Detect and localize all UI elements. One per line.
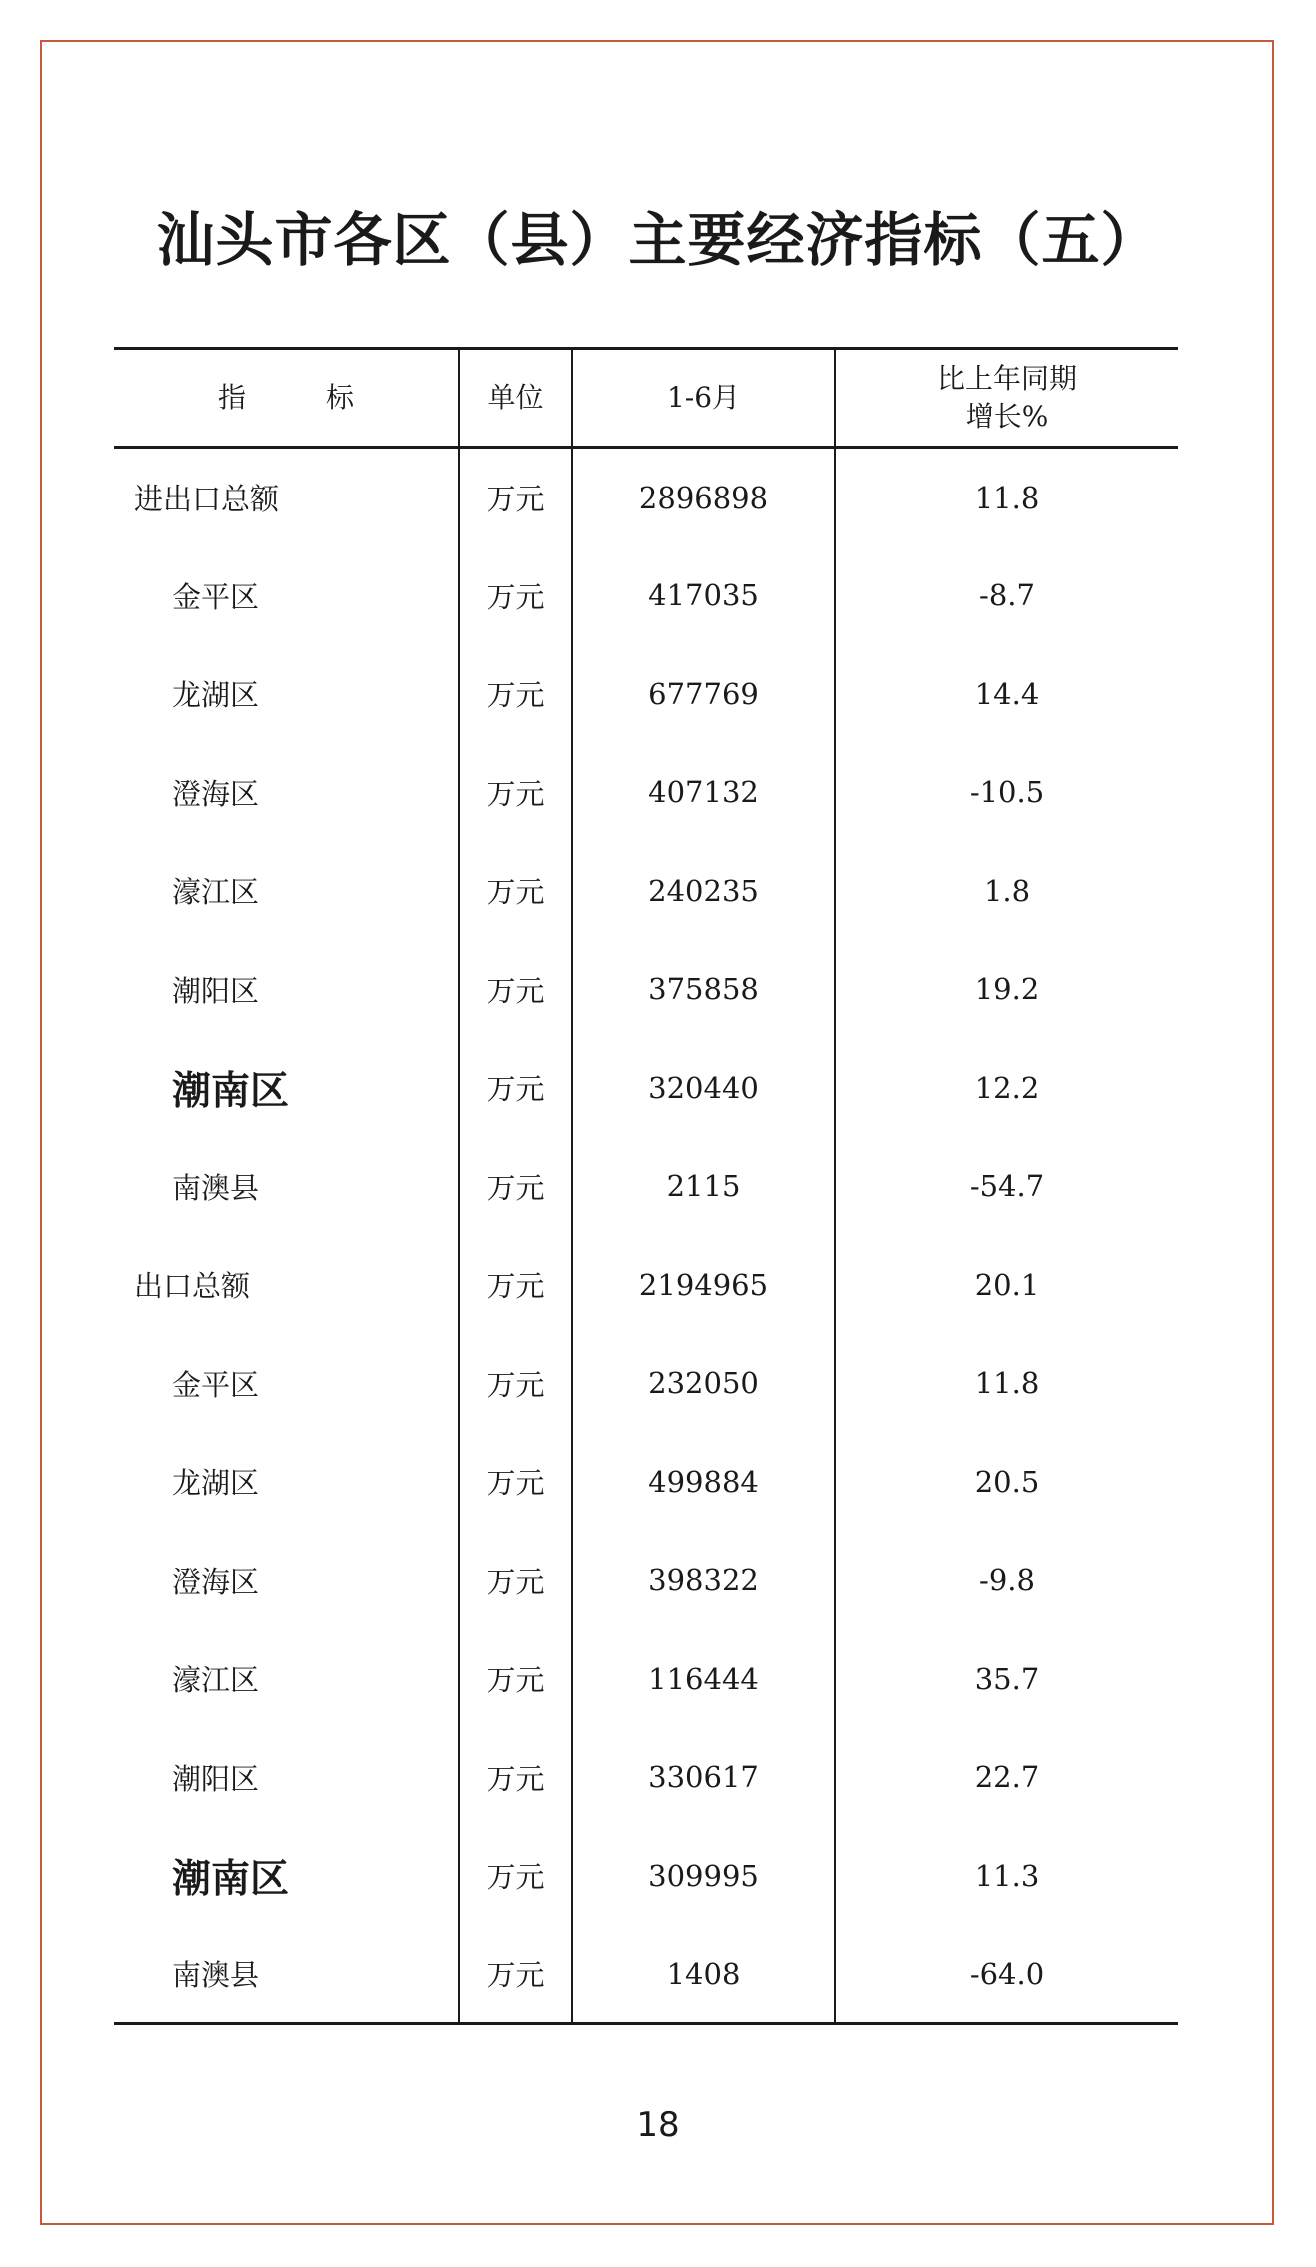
row-name: 潮阳区	[172, 973, 260, 1008]
table-row	[114, 448, 1178, 547]
row-name: 澄海区	[172, 776, 260, 811]
table-row	[114, 1630, 1178, 1729]
row-value: 240235	[572, 842, 835, 941]
row-unit: 万元	[459, 1728, 572, 1827]
row-name: 濠江区	[172, 875, 260, 910]
row-unit: 万元	[459, 448, 572, 547]
row-growth: 20.5	[835, 1433, 1178, 1532]
row-value: 375858	[572, 940, 835, 1039]
table-row	[114, 1925, 1178, 2024]
row-value: 677769	[572, 645, 835, 744]
row-growth: 14.4	[835, 645, 1178, 744]
row-name: 澄海区	[172, 1564, 260, 1599]
row-value: 116444	[572, 1630, 835, 1729]
row-growth: 20.1	[835, 1236, 1178, 1335]
row-unit: 万元	[459, 1630, 572, 1729]
row-value: 309995	[572, 1827, 835, 1926]
row-value: 1408	[572, 1925, 835, 2024]
row-unit: 万元	[459, 1531, 572, 1630]
row-growth: 35.7	[835, 1630, 1178, 1729]
header-unit: 单位	[459, 349, 572, 448]
header-indicator-b: 标	[326, 381, 355, 414]
economic-indicators-table	[114, 347, 1178, 2025]
row-name: 出口总额	[134, 1269, 251, 1304]
table-row	[114, 1039, 1178, 1138]
row-name: 龙湖区	[172, 1466, 260, 1501]
header-growth-line2: 增长%	[965, 400, 1049, 433]
table-row	[114, 645, 1178, 744]
row-name: 金平区	[172, 1367, 260, 1402]
table-row	[114, 1236, 1178, 1335]
table-row	[114, 1137, 1178, 1236]
table-row	[114, 1728, 1178, 1827]
table-row	[114, 842, 1178, 941]
row-name: 潮南区	[172, 1068, 290, 1114]
row-value: 407132	[572, 743, 835, 842]
row-value: 2194965	[572, 1236, 835, 1335]
row-name: 龙湖区	[172, 678, 260, 713]
row-name: 金平区	[172, 579, 260, 614]
row-growth: 11.8	[835, 1334, 1178, 1433]
row-growth: 11.8	[835, 448, 1178, 547]
row-unit: 万元	[459, 842, 572, 941]
row-unit: 万元	[459, 1433, 572, 1532]
row-unit: 万元	[459, 1137, 572, 1236]
table-row	[114, 743, 1178, 842]
row-unit: 万元	[459, 546, 572, 645]
row-unit: 万元	[459, 743, 572, 842]
row-unit: 万元	[459, 1236, 572, 1335]
row-unit: 万元	[459, 940, 572, 1039]
row-name: 南澳县	[114, 1925, 459, 2024]
table-row	[114, 1827, 1178, 1926]
row-growth: -64.0	[835, 1925, 1178, 2024]
header-period: 1-6月	[572, 349, 835, 448]
row-growth: -9.8	[835, 1531, 1178, 1630]
row-value: 499884	[572, 1433, 835, 1532]
row-value: 232050	[572, 1334, 835, 1433]
header-indicator	[114, 349, 459, 448]
row-value: 2115	[572, 1137, 835, 1236]
row-growth: 1.8	[835, 842, 1178, 941]
table-row	[114, 940, 1178, 1039]
row-name: 濠江区	[172, 1663, 260, 1698]
table-row	[114, 1531, 1178, 1630]
row-growth: 19.2	[835, 940, 1178, 1039]
table-row	[114, 1433, 1178, 1532]
row-name: 进出口总额	[134, 482, 280, 516]
row-growth: -54.7	[835, 1137, 1178, 1236]
row-name: 南澳县	[172, 1170, 260, 1205]
header-growth	[835, 349, 1178, 448]
header-growth-line1: 比上年同期	[936, 362, 1077, 395]
page-number: 18	[636, 2105, 680, 2145]
row-name: 潮阳区	[172, 1761, 260, 1796]
row-unit: 万元	[459, 1039, 572, 1138]
header-indicator-a: 指	[217, 381, 246, 414]
table-row	[114, 546, 1178, 645]
row-unit: 万元	[459, 1334, 572, 1433]
row-value: 320440	[572, 1039, 835, 1138]
row-unit: 万元	[459, 1925, 572, 2024]
row-growth: -8.7	[835, 546, 1178, 645]
row-growth: -10.5	[835, 743, 1178, 842]
row-value: 417035	[572, 546, 835, 645]
table-header-row	[114, 349, 1178, 448]
row-value: 398322	[572, 1531, 835, 1630]
row-value: 2896898	[572, 448, 835, 547]
row-growth: 11.3	[835, 1827, 1178, 1926]
row-growth: 22.7	[835, 1728, 1178, 1827]
row-growth: 12.2	[835, 1039, 1178, 1138]
row-unit: 万元	[459, 645, 572, 744]
page-title: 汕头市各区（县）主要经济指标（五）	[156, 206, 1160, 274]
row-unit: 万元	[459, 1827, 572, 1926]
row-value: 330617	[572, 1728, 835, 1827]
table-row	[114, 1334, 1178, 1433]
row-name: 潮南区	[172, 1856, 290, 1902]
